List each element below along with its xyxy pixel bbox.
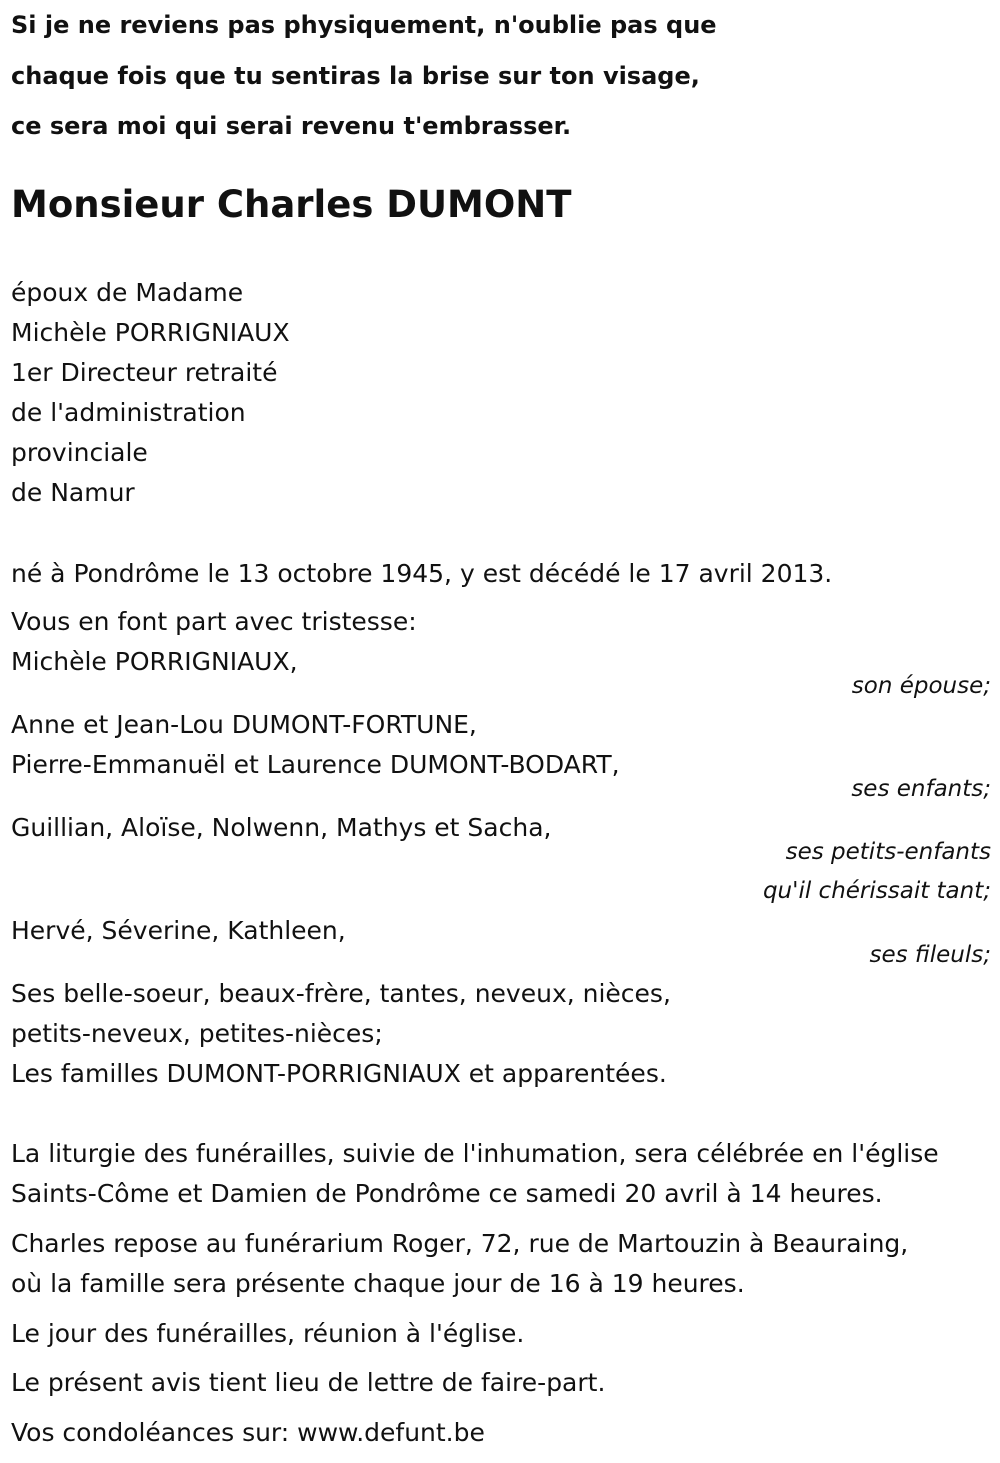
quote-line-2: chaque fois que tu sentiras la brise sur ton visage,: [11, 62, 700, 90]
description-line-5: provinciale: [11, 438, 148, 467]
grandchildren-names: Guillian, Aloïse, Nolwenn, Mathys et Sacha,: [11, 813, 552, 842]
description-line-1: époux de Madame: [11, 278, 244, 307]
rest-line-2: où la famille sera présente chaque jour de 16 à 19 heures.: [11, 1269, 745, 1298]
children-relation: ses enfants;: [851, 776, 991, 802]
quote-line-3: ce sera moi qui serai revenu t'embrasser.: [11, 112, 572, 140]
spouse-name: Michèle PORRIGNIAUX,: [11, 647, 298, 676]
child-line-1: Anne et Jean-Lou DUMONT-FORTUNE,: [11, 710, 477, 739]
grandchildren-relation-1: ses petits-enfants: [785, 839, 991, 865]
meeting-line: Le jour des funérailles, réunion à l'église.: [11, 1319, 525, 1348]
notice-line: Le présent avis tient lieu de lettre de faire-part.: [11, 1368, 606, 1397]
child-line-2: Pierre-Emmanuël et Laurence DUMONT-BODART,: [11, 750, 620, 779]
other-family-line-1: Ses belle-soeur, beaux-frère, tantes, neveux, nièces,: [11, 979, 671, 1008]
godchildren-names: Hervé, Séverine, Kathleen,: [11, 916, 346, 945]
other-family-line-2: petits-neveux, petites-nièces;: [11, 1019, 383, 1048]
godchildren-relation: ses fileuls;: [869, 942, 991, 968]
description-line-6: de Namur: [11, 478, 135, 507]
ceremony-line-2: Saints-Côme et Damien de Pondrôme ce samedi 20 avril à 14 heures.: [11, 1179, 883, 1208]
description-line-2: Michèle PORRIGNIAUX: [11, 318, 290, 347]
description-line-3: 1er Directeur retraité: [11, 358, 278, 387]
spouse-relation: son épouse;: [851, 673, 991, 699]
condolences-line: Vos condoléances sur: www.defunt.be: [11, 1418, 485, 1447]
ceremony-line-1: La liturgie des funérailles, suivie de l'inhumation, sera célébrée en l'église: [11, 1139, 939, 1168]
announce-intro: Vous en font part avec tristesse:: [11, 607, 417, 636]
rest-line-1: Charles repose au funérarium Roger, 72, rue de Martouzin à Beauraing,: [11, 1229, 909, 1258]
grandchildren-relation-2: qu'il chérissait tant;: [762, 878, 991, 904]
description-line-4: de l'administration: [11, 398, 246, 427]
quote-line-1: Si je ne reviens pas physiquement, n'oublie pas que: [11, 11, 717, 39]
other-family-line-3: Les familles DUMONT-PORRIGNIAUX et apparentées.: [11, 1059, 667, 1088]
deceased-name-title: Monsieur Charles DUMONT: [11, 183, 572, 226]
birth-death-line: né à Pondrôme le 13 octobre 1945, y est décédé le 17 avril 2013.: [11, 559, 833, 588]
